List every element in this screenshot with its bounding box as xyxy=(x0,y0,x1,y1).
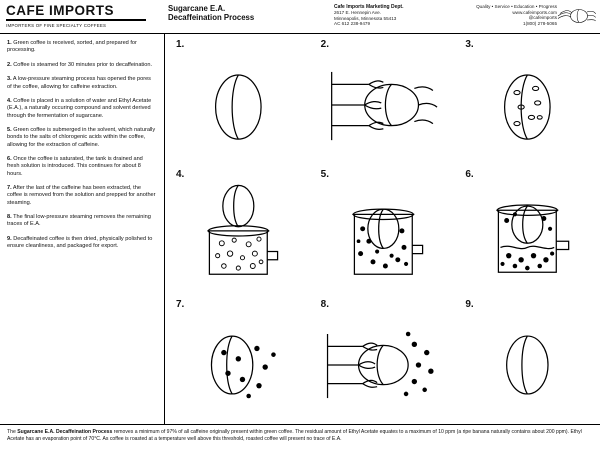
bean-submerged-tank-icon xyxy=(311,178,456,292)
panel-number: 8. xyxy=(320,299,329,310)
step-number: 6. xyxy=(7,156,12,163)
panel-number: 5. xyxy=(320,169,329,180)
list-item xyxy=(7,214,156,228)
list-item xyxy=(7,156,156,178)
step-text: After the last of the caffeine has been extracted, the coffee is removed from the solution and prepped for another steaming. xyxy=(7,185,156,206)
step-text: Green coffee is submerged in the solvent, which naturally bonds to the salts of chlorogenic acids within the coffee, allowing for the extraction of caffeine. xyxy=(7,127,156,148)
bean-with-caffeine-removed-icon xyxy=(166,308,311,422)
step-number: 5. xyxy=(7,127,12,134)
coffee-seal-icon xyxy=(556,2,596,30)
step-text: A low-pressure steaming process has opened the pores of the coffee, allowing for caffeine extraction. xyxy=(7,76,151,90)
quality-email[interactable]: @cafeimports xyxy=(528,15,557,21)
title-line-2: Decaffeination Process xyxy=(168,13,255,23)
footer xyxy=(0,424,600,454)
panel-number: 1. xyxy=(176,39,185,50)
list-item xyxy=(7,236,156,250)
title-line-1: Sugarcane E.A. xyxy=(168,4,226,13)
header xyxy=(0,0,600,34)
panel-number: 9. xyxy=(465,299,474,310)
list-item xyxy=(7,62,156,69)
step-number: 8. xyxy=(7,214,12,221)
contact-phone: AC 612 238-9479 xyxy=(334,21,371,27)
contact-address-1: 2617 E. Hennepin Ave. xyxy=(334,10,381,15)
decaffeinated-bean-icon xyxy=(455,308,600,422)
list-item xyxy=(7,127,156,149)
footer-lead: The xyxy=(7,429,18,435)
panel-number: 4. xyxy=(176,169,185,180)
brand-subtitle: IMPORTERS OF FINE SPECIALTY COFFEES xyxy=(6,23,107,28)
page-title xyxy=(168,4,318,23)
steps-list xyxy=(0,34,165,424)
footer-note xyxy=(7,429,592,443)
step-text: Decaffeinated coffee is then dried, physically polished to ensure cleanliness, and packaged for export. xyxy=(7,235,153,250)
step-text: The final low-pressure steaming removes the remaining traces of E.A. xyxy=(7,214,151,228)
panel-number: 3. xyxy=(465,39,474,50)
panel-3 xyxy=(455,34,600,164)
panel-7 xyxy=(166,294,311,424)
panel-1 xyxy=(166,34,311,164)
step-text: Coffee is steamed for 30 minutes prior to decaffeination. xyxy=(11,61,153,68)
step-text: Green coffee is received, sorted, and prepared for processing. xyxy=(7,40,137,54)
panel-number: 2. xyxy=(320,39,329,50)
step-text: Once the coffee is saturated, the tank is drained and fresh solution is introduced. This continues for about 8 hours. xyxy=(7,156,143,177)
bean-final-steaming-icon xyxy=(311,308,456,422)
panel-2 xyxy=(311,34,456,164)
list-item xyxy=(7,40,156,54)
brand-divider xyxy=(6,19,146,21)
panel-8 xyxy=(311,294,456,424)
green-coffee-bean-icon xyxy=(166,48,311,162)
body xyxy=(0,34,600,424)
panel-6 xyxy=(455,164,600,294)
panel-4 xyxy=(166,164,311,294)
quality-phone: 1(800) 278-5065 xyxy=(523,20,557,26)
step-number: 3. xyxy=(7,76,12,83)
quality-block xyxy=(447,4,557,26)
brand-name: CAFE IMPORTS xyxy=(6,3,115,18)
brand-block xyxy=(6,3,156,28)
step-number: 7. xyxy=(7,185,12,192)
step-number: 2. xyxy=(7,61,12,68)
list-item xyxy=(7,185,156,207)
bean-above-tank-icon xyxy=(166,178,311,292)
contact-block xyxy=(334,4,434,27)
contact-address-2: Minneapolis, Minnesota 55413 xyxy=(334,15,397,21)
list-item xyxy=(7,76,156,90)
bean-steam-pipes-icon xyxy=(311,48,456,162)
step-number: 4. xyxy=(7,98,12,105)
quality-tagline: Quality • Service • Education • Progress xyxy=(476,4,557,9)
list-item xyxy=(7,98,156,120)
footer-bold: Sugarcane E.A. Decaffeination Process xyxy=(17,429,113,435)
panel-5 xyxy=(311,164,456,294)
bean-open-pores-icon xyxy=(455,48,600,162)
panel-number: 7. xyxy=(176,299,185,310)
step-number: 9. xyxy=(7,235,12,242)
quality-web[interactable]: www.cafeimports.com xyxy=(512,9,557,15)
contact-name: Cafe Imports Marketing Dept. xyxy=(334,4,404,10)
panel-number: 6. xyxy=(465,169,474,180)
tank-draining-icon xyxy=(455,178,600,292)
panel-9 xyxy=(455,294,600,424)
footer-body: removes a minimum of 97% of all caffeine originally present within green coffee. The residual amount of Ethyl Acetate equates to a maximum of 10 ppm (a ripe banana naturally contains about 200 ppm). Ethyl Acetate has an evaporation point of 70°C. As coffee is roasted at a temperature well above this threshold, roasted coffee will present no trace of E.A. xyxy=(7,429,582,443)
illustration-grid xyxy=(166,34,600,424)
step-text: Coffee is placed in a solution of water and Ethyl Acetate (E.A.), a naturally occuring compound and solvent derived through the fermentation of sugarcane. xyxy=(7,98,152,119)
step-number: 1. xyxy=(7,40,12,46)
